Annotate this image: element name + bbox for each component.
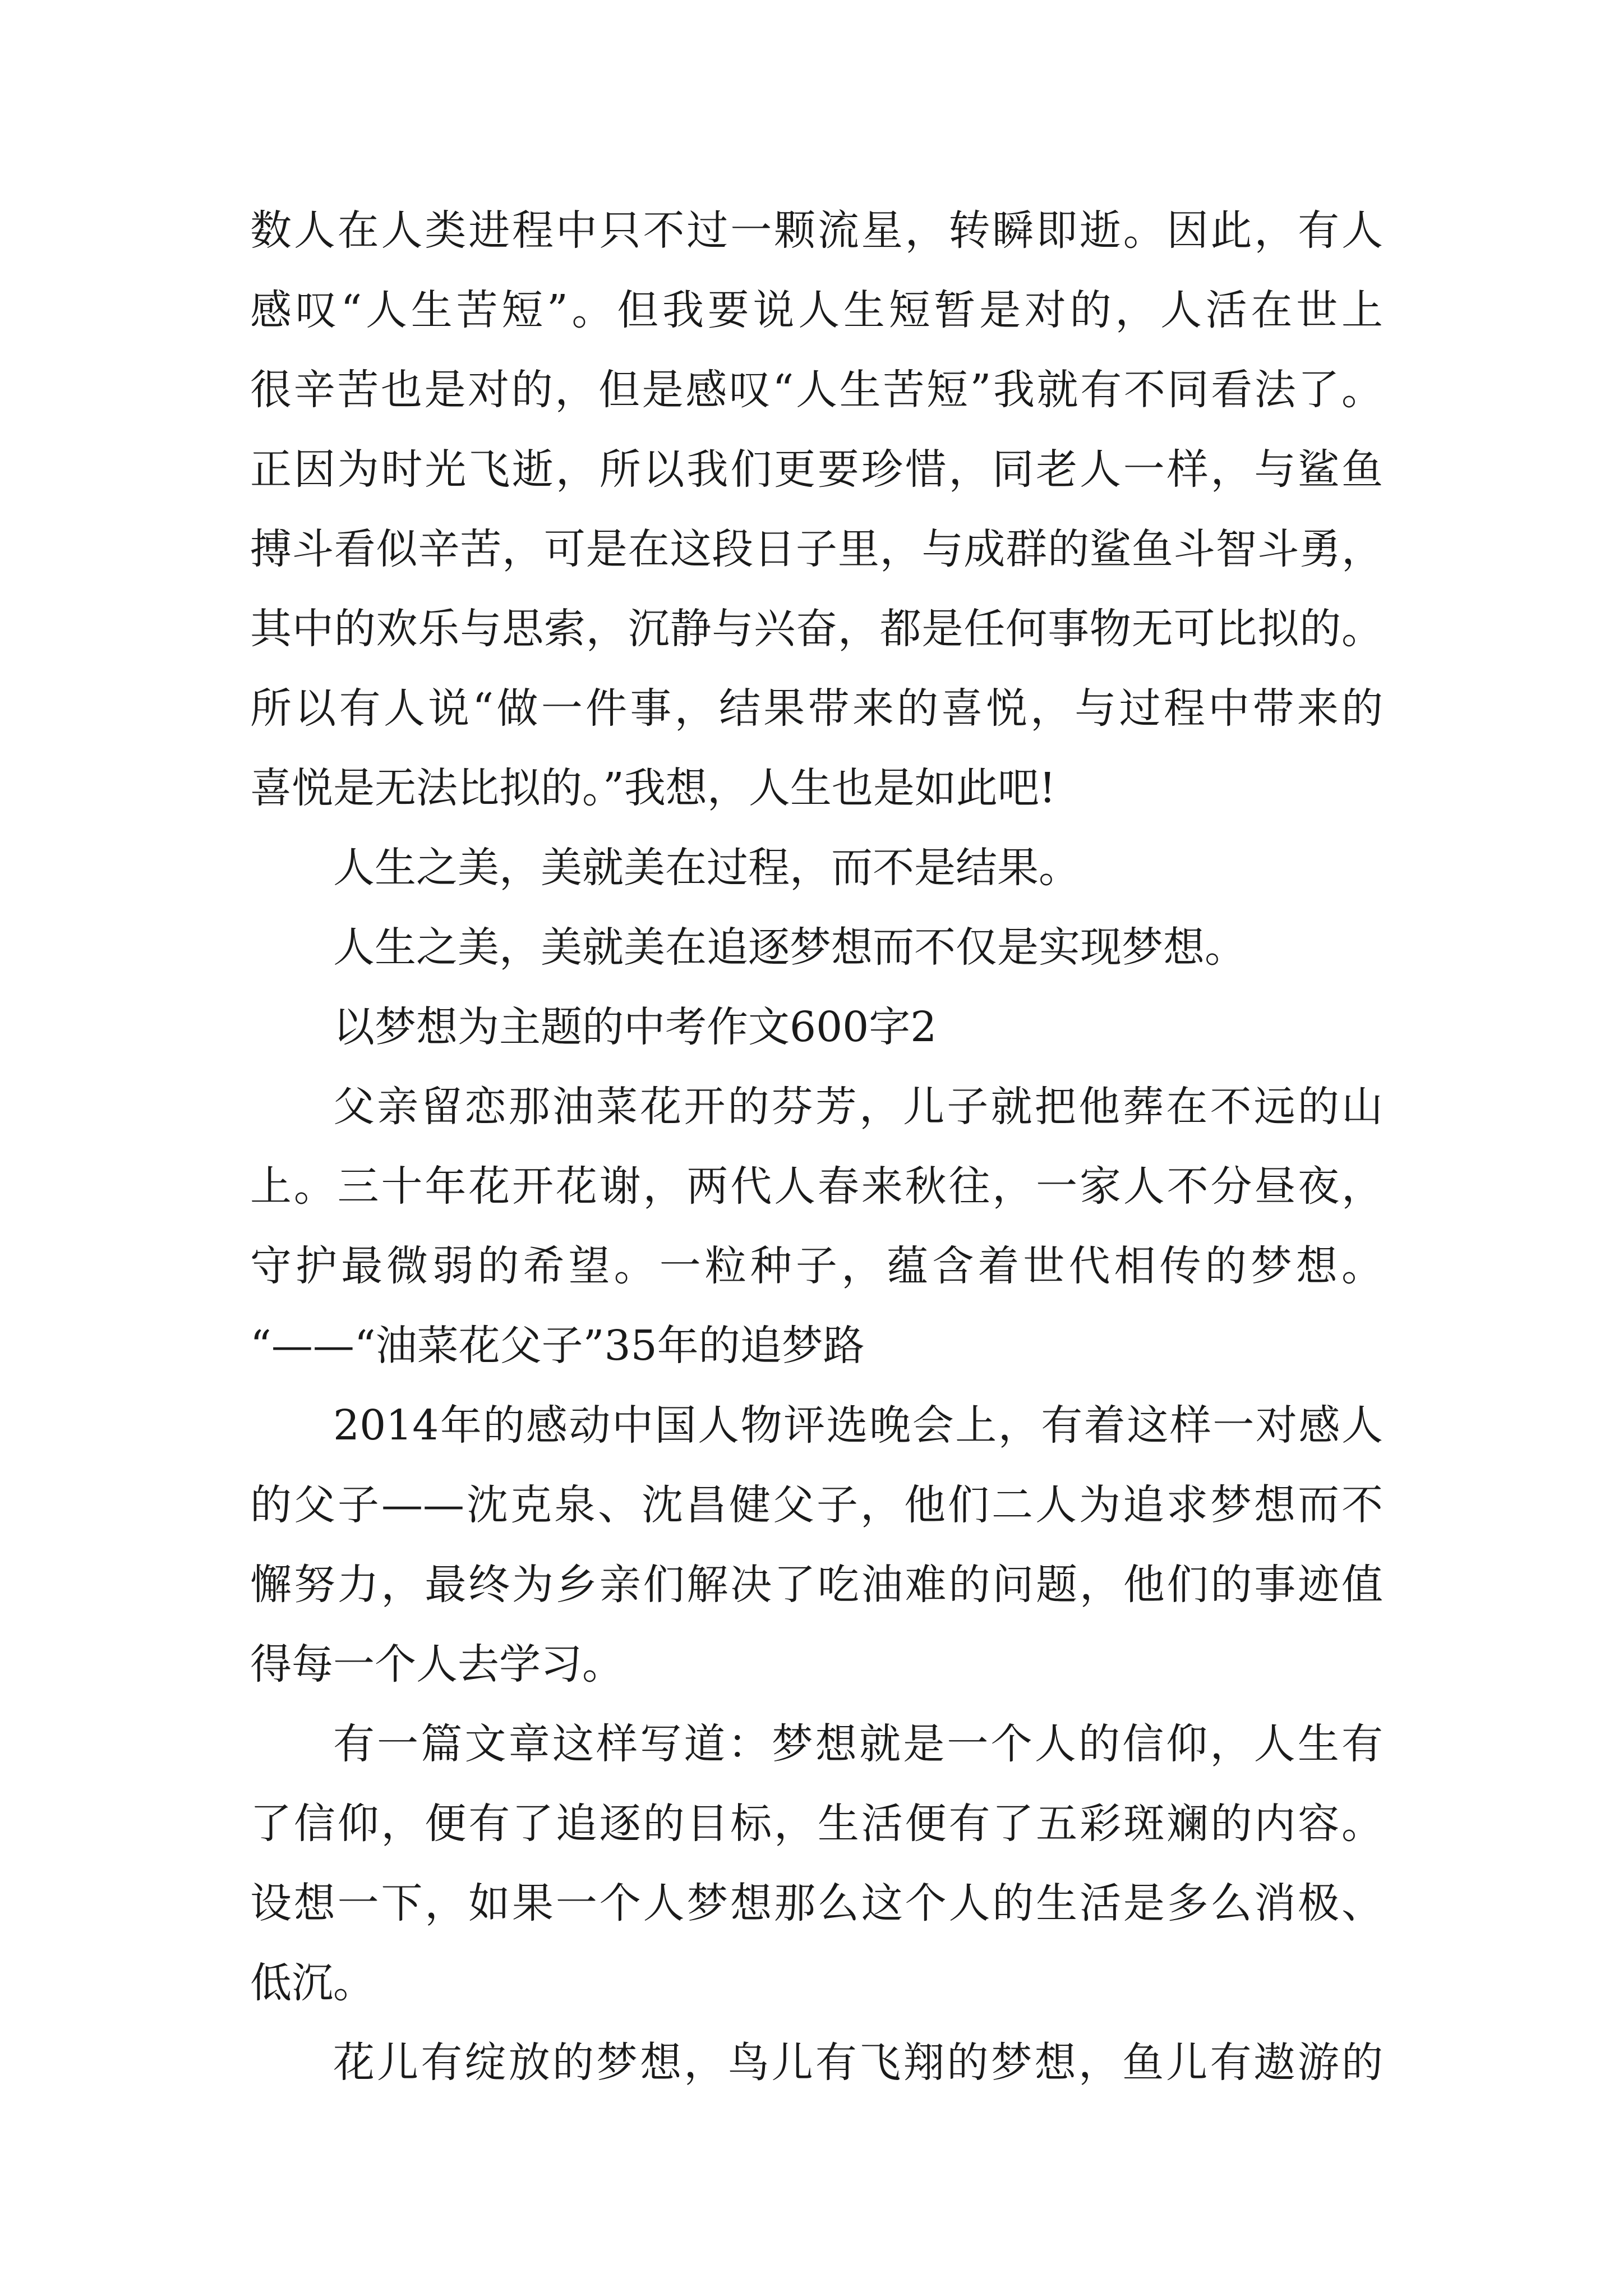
text-line: 感叹“人生苦短”。但我要说人生短暂是对的，人活在世上 bbox=[250, 286, 1383, 334]
document-body bbox=[250, 191, 1383, 2102]
text-line: 有一篇文章这样写道：梦想就是一个人的信仰，人生有 bbox=[333, 1720, 1383, 1768]
text-line: 设想一下，如果一个人梦想那么这个人的生活是多么消极、 bbox=[250, 1879, 1383, 1927]
text-line: 父亲留恋那油菜花开的芬芳，儿子就把他葬在不远的山 bbox=[333, 1083, 1383, 1131]
text-line: 很辛苦也是对的，但是感叹“人生苦短”我就有不同看法了。 bbox=[250, 366, 1383, 414]
text-line: 搏斗看似辛苦，可是在这段日子里，与成群的鲨鱼斗智斗勇， bbox=[250, 525, 1383, 573]
text-line: 人生之美，美就美在过程，而不是结果。 bbox=[333, 844, 1080, 892]
paragraph-2 bbox=[250, 828, 1383, 908]
paragraph-1 bbox=[250, 191, 1383, 828]
text-line: 2014年的感动中国人物评选晚会上，有着这样一对感人 bbox=[333, 1401, 1383, 1450]
text-line: 喜悦是无法比拟的。”我想，人生也是如此吧! bbox=[250, 764, 1056, 812]
paragraph-6 bbox=[250, 1386, 1383, 1704]
text-line: 人生之美，美就美在追逐梦想而不仅是实现梦想。 bbox=[333, 923, 1246, 972]
text-line: 上。三十年花开花谢，两代人春来秋往，一家人不分昼夜， bbox=[250, 1162, 1383, 1211]
paragraph-5 bbox=[250, 1067, 1383, 1386]
text-line: 守护最微弱的希望。一粒种子，蕴含着世代相传的梦想。 bbox=[250, 1242, 1383, 1290]
text-line: 正因为时光飞逝，所以我们更要珍惜，同老人一样，与鲨鱼 bbox=[250, 445, 1383, 494]
paragraph-3 bbox=[250, 908, 1383, 987]
text-line: 了信仰，便有了追逐的目标，生活便有了五彩斑斓的内容。 bbox=[250, 1800, 1383, 1848]
text-line: 所以有人说“做一件事，结果带来的喜悦，与过程中带来的 bbox=[250, 684, 1383, 733]
text-line: 的父子——沈克泉、沈昌健父子，他们二人为追求梦想而不 bbox=[250, 1481, 1383, 1529]
paragraph-7 bbox=[250, 1704, 1383, 2023]
text-line: “——“油菜花父子”35年的追梦路 bbox=[250, 1322, 865, 1370]
text-line: 数人在人类进程中只不过一颗流星，转瞬即逝。因此，有人 bbox=[250, 206, 1383, 255]
text-line: 低沉。 bbox=[250, 1959, 375, 2007]
text-line: 懈努力，最终为乡亲们解决了吃油难的问题，他们的事迹值 bbox=[250, 1561, 1383, 1609]
text-line: 得每一个人去学习。 bbox=[250, 1640, 624, 1688]
text-line: 花儿有绽放的梦想，鸟儿有飞翔的梦想，鱼儿有遨游的 bbox=[333, 2039, 1383, 2087]
paragraph-8 bbox=[250, 2023, 1383, 2102]
text-line: 以梦想为主题的中考作文600字2 bbox=[333, 1003, 937, 1051]
text-line: 其中的欢乐与思索，沉静与兴奋，都是任何事物无可比拟的。 bbox=[250, 605, 1383, 653]
section-heading bbox=[250, 987, 1383, 1067]
